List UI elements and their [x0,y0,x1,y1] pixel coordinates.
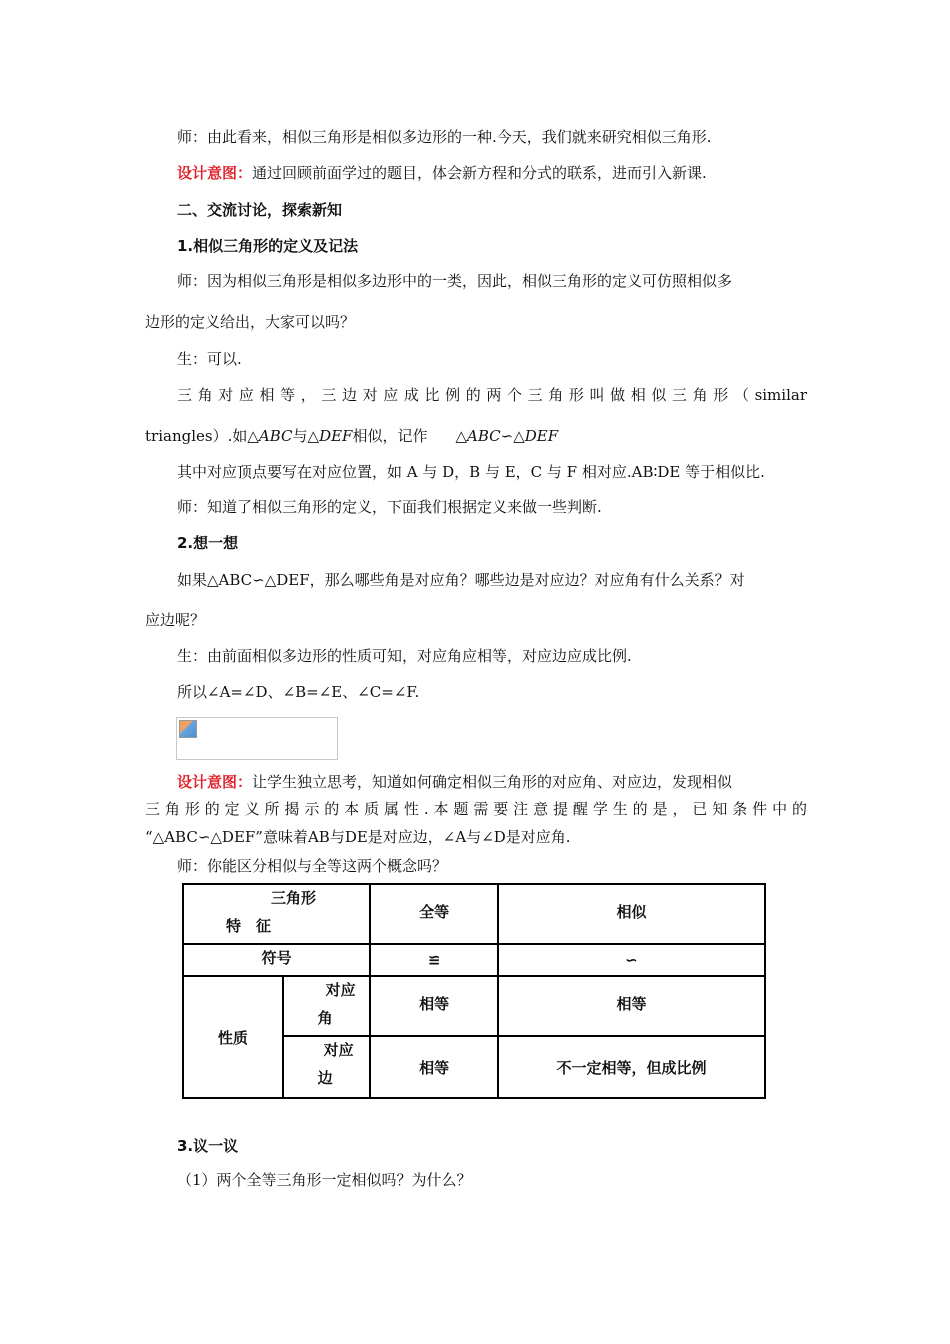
design-intent-label: 设计意图： [177,773,253,791]
paragraph: 生：由前面相似多边形的性质可知，对应角应相等，对应边应成比例. [177,647,632,665]
paragraph: 三角形的定义所揭示的本质属性.本题需要注意提醒学生的是，已知条件中的 [145,800,807,818]
design-intent-text: 通过回顾前面学过的题目，体会新方程和分式的联系，进而引入新课. [252,164,707,182]
table-cell: 相等 [370,976,498,1036]
comparison-table [182,883,766,1099]
subsection-heading: 2.想一想 [177,534,239,552]
text: △ [455,427,468,445]
paragraph: 三角对应相等，三边对应成比例的两个三角形叫做相似三角形（similar [177,386,807,404]
paragraph: 师：你能区分相似与全等这两个概念吗？ [177,857,448,875]
table-cell: 相等 [498,976,765,1036]
table-cell: ≌ [370,944,498,976]
header-cell: 全等 [370,884,498,944]
table-row [183,944,765,976]
design-intent-text: 让学生独立思考，知道如何确定相似三角形的对应角、对应边，发现相似 [252,773,733,791]
text: triangles）.如△ [145,427,259,445]
table-row [183,884,765,944]
paragraph: 师：知道了相似三角形的定义，下面我们根据定义来做一些判断. [177,498,602,516]
paragraph: 其中对应顶点要写在对应位置，如 A 与 D，B 与 E，C 与 F 相对应.AB∶DE 等于相似比. [177,463,765,481]
text: DEF [319,427,353,445]
paragraph: 应边呢？ [145,611,206,629]
row-header-cell: 性质 [183,976,283,1098]
design-intent-paragraph [177,163,707,183]
header-corner-cell [183,884,370,944]
text: ABC [467,427,501,445]
paragraph: 师：因为相似三角形是相似多边形中的一类，因此，相似三角形的定义可仿照相似多 [177,272,733,290]
sub-header-cell [283,976,371,1036]
sub-header-label: 对应 [323,1041,354,1059]
table-cell: ∽ [498,944,765,976]
header-cell: 相似 [498,884,765,944]
subsection-heading: 1.相似三角形的定义及记法 [177,237,359,255]
paragraph: 如果△ABC∽△DEF，那么哪些角是对应角？哪些边是对应边？对应角有什么关系？对 [177,571,745,589]
corner-top-label: 三角形 [271,889,317,907]
paragraph: 生：可以. [177,350,242,368]
table-row [183,976,765,1036]
definition-paragraph [145,426,558,446]
text: ABC [258,427,293,445]
text: ∽△ [500,427,525,445]
subsection-heading: 3.议一议 [177,1137,239,1155]
section-heading: 二、交流讨论，探索新知 [177,201,343,219]
row-header-cell: 符号 [183,944,370,976]
paragraph: 边形的定义给出，大家可以吗？ [145,313,356,331]
image-icon [179,720,197,738]
corner-bottom-label: 特 征 [226,917,272,935]
broken-image-placeholder [176,717,338,760]
text: DEF [524,427,559,445]
table-cell: 不一定相等，但成比例 [498,1036,765,1098]
table-cell: 相等 [370,1036,498,1098]
paragraph: “△ABC∽△DEF”意味着AB与DE是对应边，∠A与∠D是对应角. [145,828,571,846]
paragraph: 师：由此看来，相似三角形是相似多边形的一种.今天，我们就来研究相似三角形. [177,128,712,146]
paragraph: （1）两个全等三角形一定相似吗？为什么？ [177,1171,472,1189]
sub-header-cell [283,1036,371,1098]
design-intent-paragraph [177,772,732,792]
sub-header-label: 对应 [325,981,356,999]
sub-header-label: 边 [317,1069,333,1087]
text: 相似，记作 [352,427,428,445]
text: 与△ [292,427,320,445]
design-intent-label: 设计意图： [177,164,253,182]
paragraph: 所以∠A=∠D、∠B=∠E、∠C=∠F. [177,683,420,701]
sub-header-label: 角 [317,1009,333,1027]
